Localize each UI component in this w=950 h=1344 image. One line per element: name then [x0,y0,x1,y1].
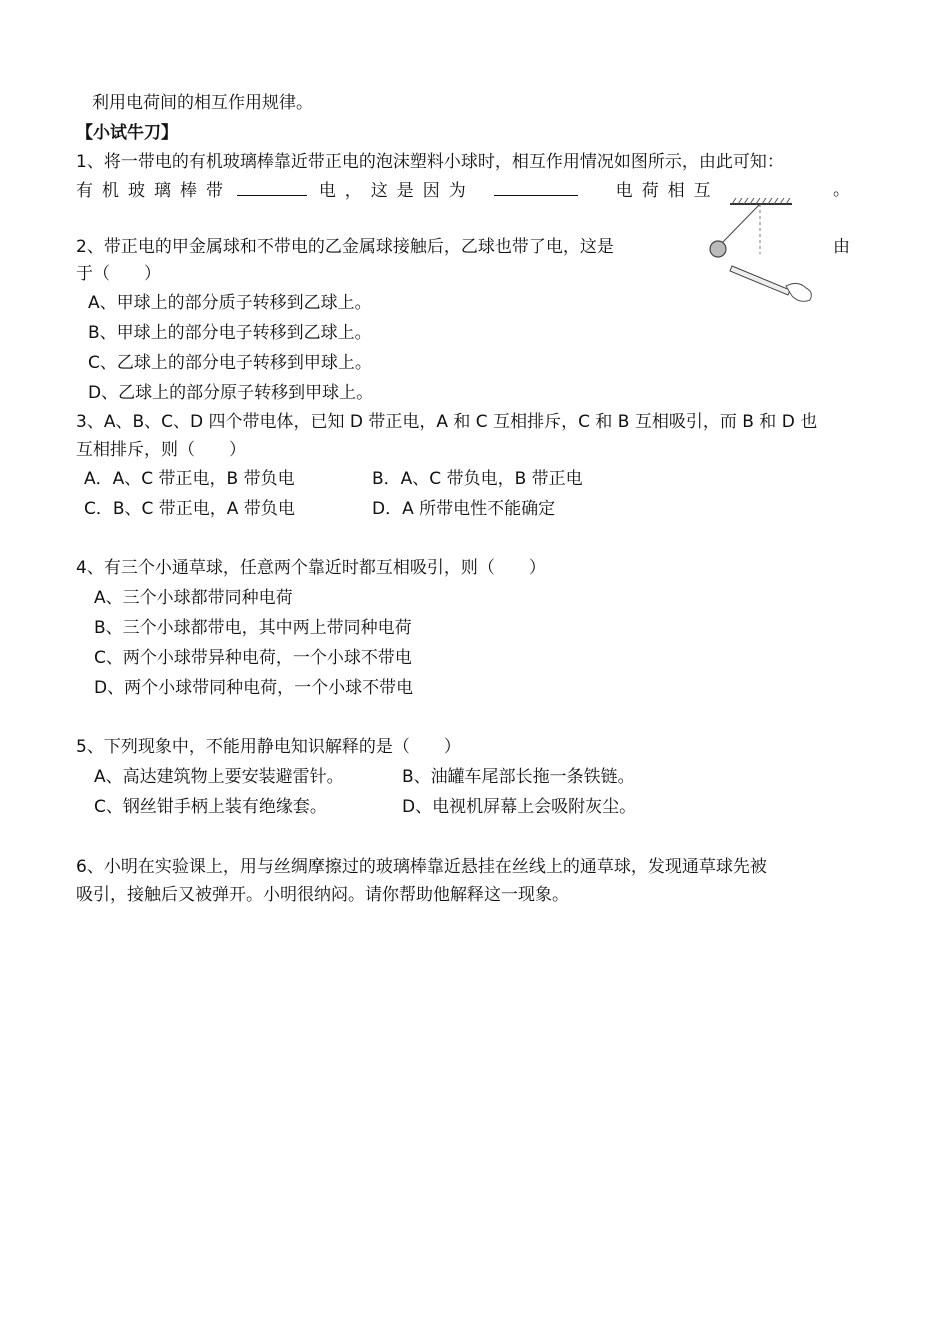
q2-line2: 于（ ） [76,264,161,284]
q5-option-b[interactable]: B、油罐车尾部长拖一条铁链。 [402,767,635,787]
q2-option-a[interactable]: A、甲球上的部分质子转移到乙球上。 [88,293,372,313]
q3-option-c[interactable]: C．B、C 带正电，A 带负电 [84,499,295,519]
q4-option-c[interactable]: C、两个小球带异种电荷，一个小球不带电 [94,648,412,668]
q3-line1: 3、A、B、C、D 四个带电体，已知 D 带正电，A 和 C 互相排斥，C 和 B 互相吸引，而 B 和 D 也 [76,412,818,432]
pendulum-rod-figure [702,196,822,308]
q3-option-a[interactable]: A．A、C 带正电，B 带负电 [84,469,295,489]
q1-end-period: 。 [833,180,850,200]
q1-part-a: 有机玻璃棒带 [76,181,232,201]
q5-option-d[interactable]: D、电视机屏幕上会吸附灰尘。 [402,797,637,817]
q2-line1: 2、带正电的甲金属球和不带电的乙金属球接触后，乙球也带了电，这是 [76,237,614,257]
q6-line1: 6、小明在实验课上，用与丝绸摩擦过的玻璃棒靠近悬挂在丝线上的通草球，发现通草球先被 [76,857,767,877]
q1-line2 [76,179,720,202]
q3-line2: 互相排斥，则（ ） [76,440,246,460]
q1-blank-1[interactable] [237,179,307,196]
q4-option-a[interactable]: A、三个小球都带同种电荷 [94,588,293,608]
q5-option-c[interactable]: C、钢丝钳手柄上装有绝缘套。 [94,797,327,817]
q2-option-b[interactable]: B、甲球上的部分电子转移到乙球上。 [88,323,372,343]
q2-option-d[interactable]: D、乙球上的部分原子转移到甲球上。 [88,383,374,403]
q1-part-b: 电，这是因为 [318,181,475,201]
foam-ball [710,241,726,257]
q5-option-a[interactable]: A、高达建筑物上要安装避雷针。 [94,767,344,787]
q6-line2: 吸引，接触后又被弹开。小明很纳闷。请你帮助他解释这一现象。 [76,885,569,905]
q3-option-b[interactable]: B．A、C 带负电，B 带正电 [372,469,583,489]
q4-option-d[interactable]: D、两个小球带同种电荷，一个小球不带电 [94,678,414,698]
hand-sketch [786,283,811,301]
q1-line1: 1、将一带电的有机玻璃棒靠近带正电的泡沫塑料小球时，相互作用情况如图所示，由此可知： [76,152,784,172]
q4-line1: 4、有三个小通草球，任意两个靠近时都互相吸引，则（ ） [76,558,546,578]
glass-rod [730,266,790,295]
q4-option-b[interactable]: B、三个小球都带电，其中两上带同种电荷 [94,618,412,638]
section-title: 【小试牛刀】 [76,123,178,143]
q2-option-c[interactable]: C、乙球上的部分电子转移到甲球上。 [88,353,372,373]
intro-text: 利用电荷间的相互作用规律。 [92,93,313,113]
thread-line [721,204,760,244]
q5-line1: 5、下列现象中，不能用静电知识解释的是（ ） [76,737,461,757]
q2-line1-end: 由 [833,237,850,257]
q1-blank-2[interactable] [494,179,578,196]
q1-part-c: 电荷相互 [615,181,720,201]
q3-option-d[interactable]: D．A 所带电性不能确定 [372,499,556,519]
